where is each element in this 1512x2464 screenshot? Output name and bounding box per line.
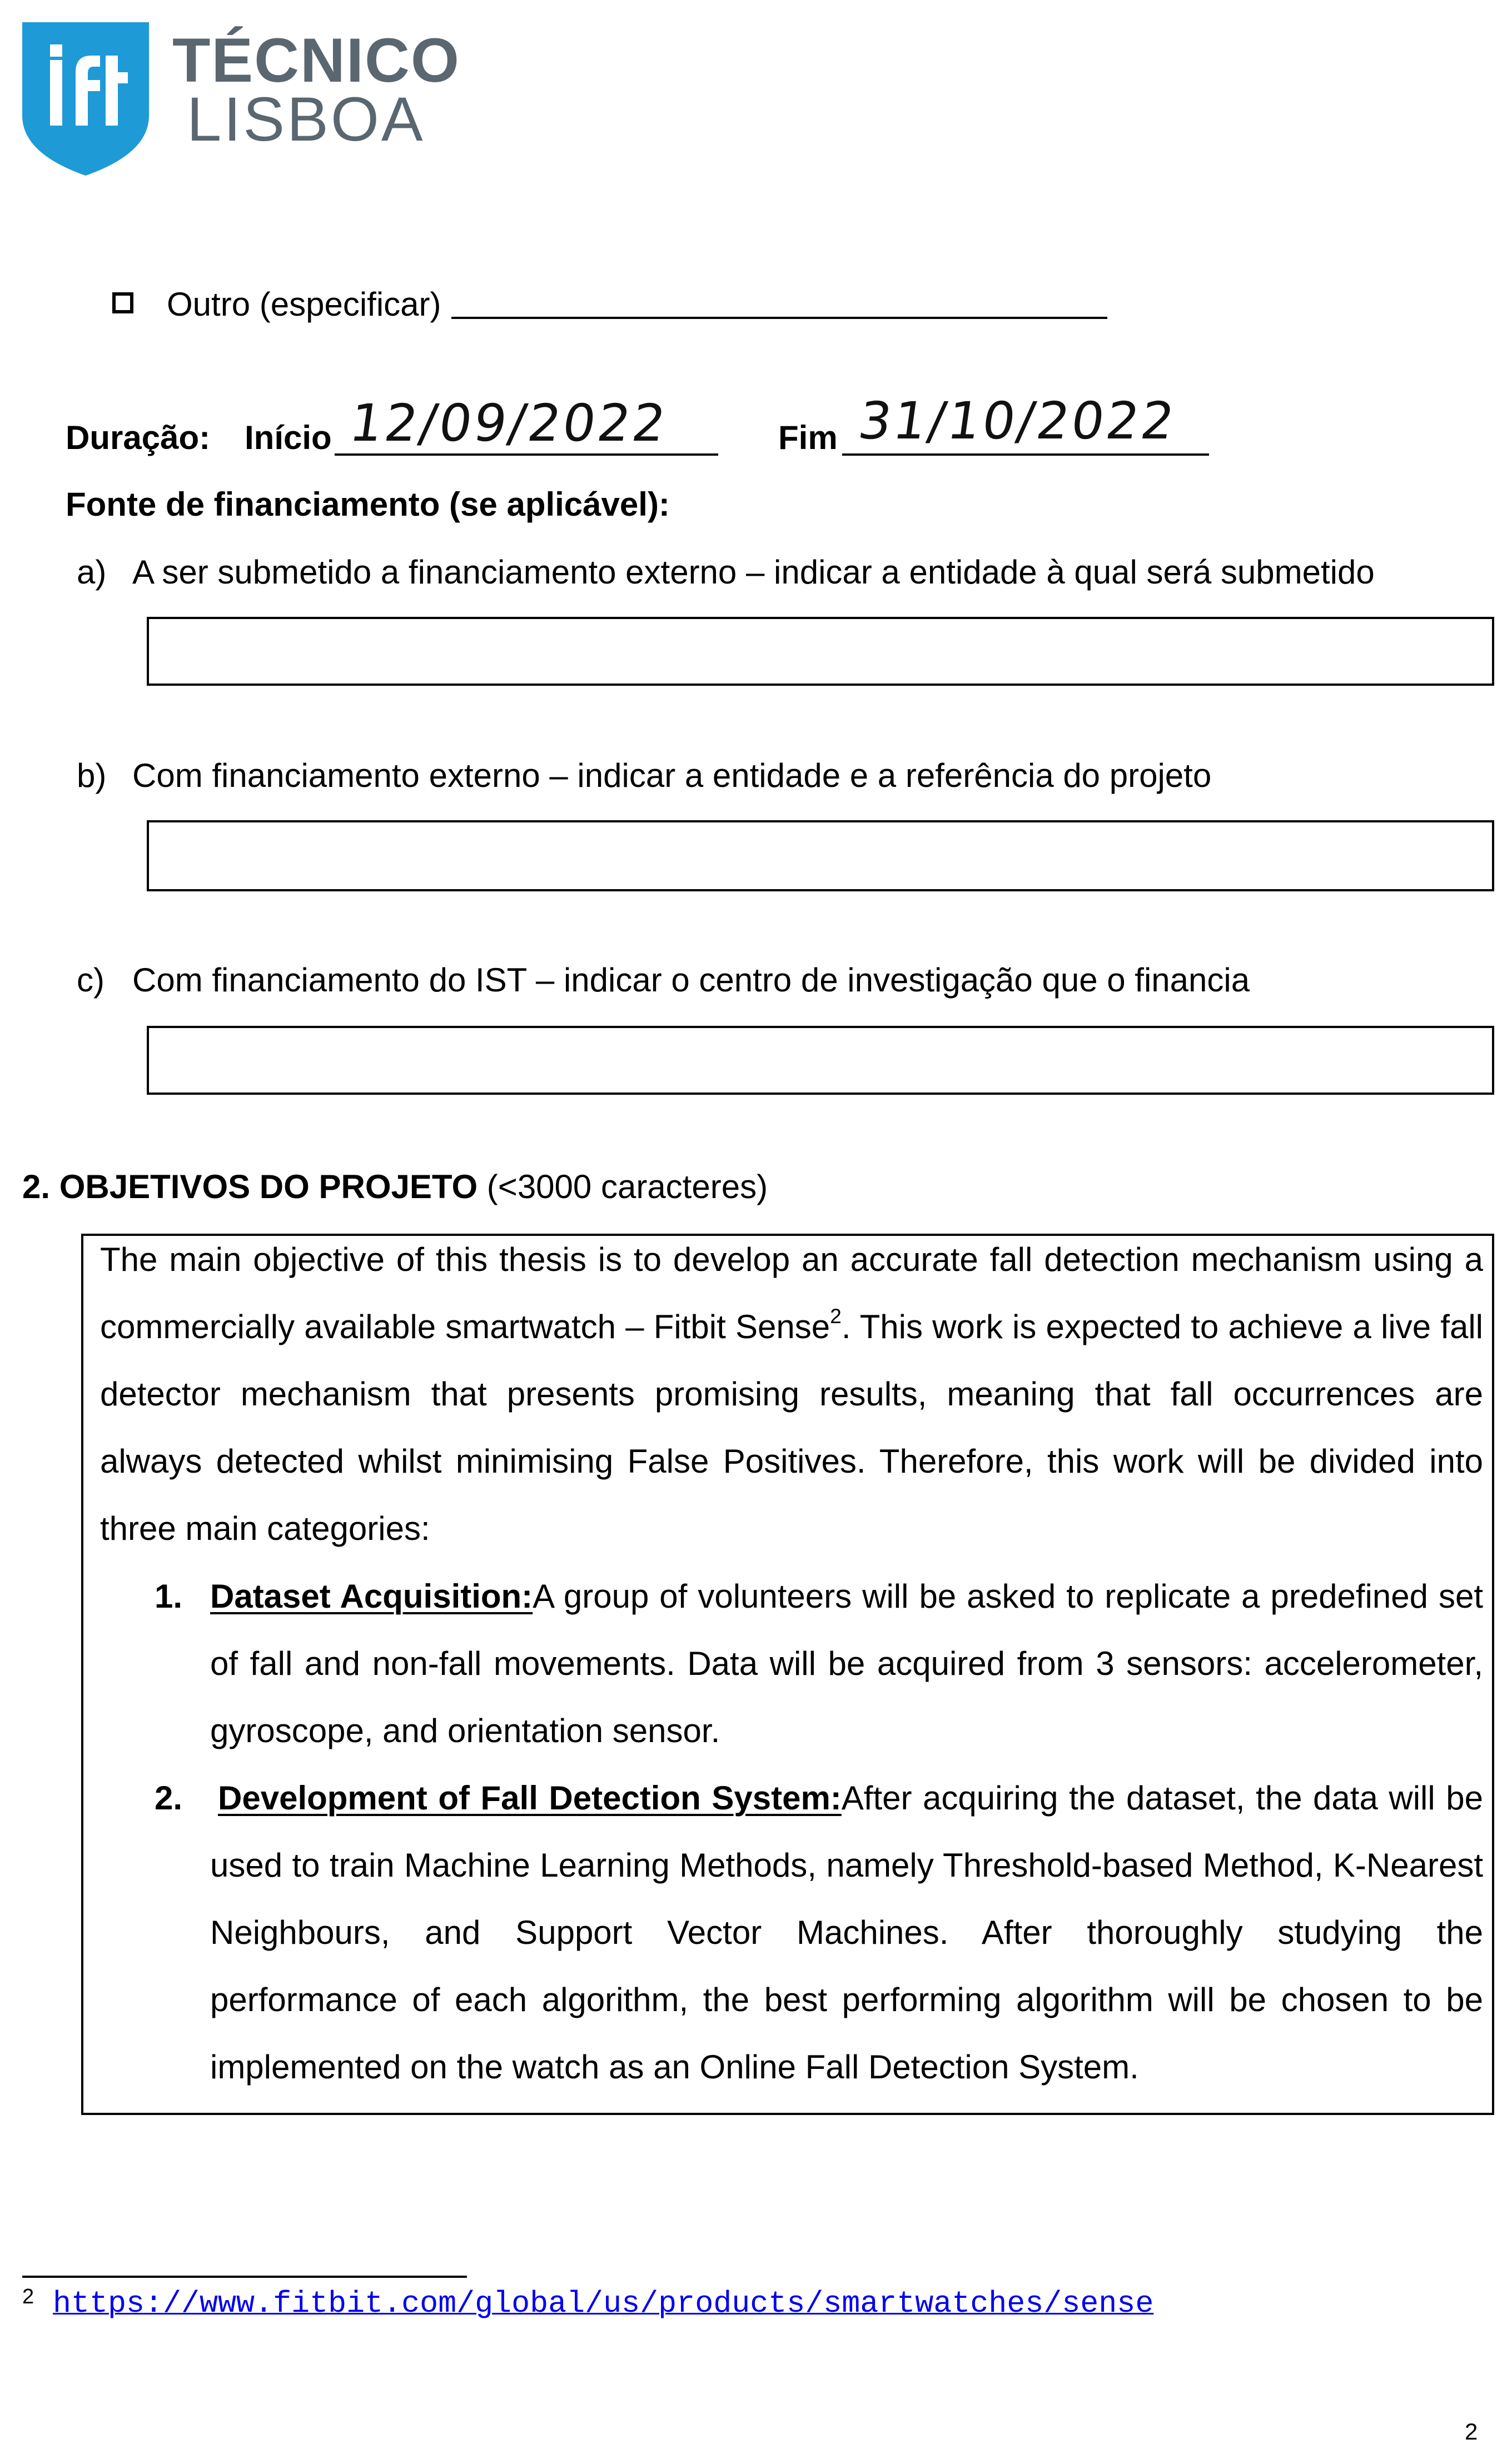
funding-a-field[interactable] (147, 617, 1494, 686)
list-item-line: used to train Machine Learning Methods, namely Threshold-based Method, K-Nearest (210, 1847, 1483, 1884)
intro-line: The main objective of this thesis is to develop an accurate fall detection mechanism using a (100, 1241, 1483, 1278)
intro-line: three main categories: (100, 1510, 430, 1547)
list-item-line: implemented on the watch as an Online Fall Detection System. (210, 2048, 1139, 2086)
list-item (210, 1563, 1483, 1764)
start-label: Início (245, 419, 332, 456)
end-label: Fim (778, 419, 838, 456)
intro-line-part: commercially available smartwatch – Fitbit Sense (100, 1308, 830, 1345)
list-item-title: Dataset Acquisition: (210, 1578, 533, 1615)
footnote-link[interactable]: https://www.fitbit.com/global/us/products/smartwatches/sense (53, 2286, 1154, 2321)
footnote-mark: 2 (22, 2285, 34, 2308)
logo-text-tecnico: TÉCNICO (172, 26, 460, 95)
list-item-text: After acquiring the dataset, the data will be (841, 1779, 1483, 1817)
ist-logo-shield-icon (22, 22, 149, 176)
other-specify-line[interactable] (451, 317, 1107, 319)
objectives-heading-bold: 2. OBJETIVOS DO PROJETO (22, 1168, 478, 1205)
objectives-heading (22, 1165, 768, 1209)
footnote-divider (22, 2276, 467, 2278)
list-item-line: Neighbours, and Support Vector Machines. After thoroughly studying the (210, 1914, 1483, 1951)
funding-title: Fonte de financiamento (se aplicável): (66, 486, 670, 523)
list-item-line (210, 1764, 1483, 1832)
list-item-number: 1. (155, 1578, 183, 1615)
start-date-line[interactable] (335, 453, 718, 456)
funding-a-letter: a) (77, 553, 107, 591)
list-item-line: performance of each algorithm, the best performing algorithm will be chosen to be (210, 1981, 1483, 2018)
start-date-value: 12/09/2022 (346, 393, 672, 453)
duration-label: Duração: (66, 419, 211, 456)
funding-b-letter: b) (77, 757, 107, 794)
footnote-ref[interactable]: 2 (830, 1304, 842, 1328)
intro-line: always detected whilst minimising False Positives. Therefore, this work will be divided into (100, 1443, 1483, 1480)
funding-c-field[interactable] (147, 1026, 1494, 1095)
list-item-title: Development of Fall Detection System: (218, 1779, 842, 1817)
funding-a-text: A ser submetido a financiamento externo – indicar a entidade à qual será submetido (132, 553, 1375, 591)
intro-line (100, 1293, 1483, 1360)
intro-line-part: . This work is expected to achieve a live fall (841, 1308, 1483, 1345)
funding-b-field[interactable] (147, 820, 1494, 891)
list-item-text: A group of volunteers will be asked to replicate a predefined set (533, 1578, 1483, 1615)
objectives-intro (100, 1226, 1483, 1562)
list-item-line: of fall and non-fall movements. Data will be acquired from 3 sensors: accelerometer, (210, 1645, 1483, 1682)
funding-c-letter: c) (77, 961, 105, 999)
funding-c-text: Com financiamento do IST – indicar o centro de investigação que o financia (132, 961, 1250, 999)
end-date-line[interactable] (842, 453, 1209, 456)
list-item (210, 1764, 1483, 2101)
objectives-heading-limit: (<3000 caracteres) (486, 1168, 768, 1205)
intro-line: detector mechanism that presents promising results, meaning that fall occurrences are (100, 1375, 1483, 1413)
logo-text-lisboa: LISBOA (187, 84, 425, 154)
list-item-line: gyroscope, and orientation sensor. (210, 1712, 720, 1749)
list-item-line (210, 1563, 1483, 1630)
end-date-value: 31/10/2022 (854, 391, 1180, 451)
other-label: Outro (especificar) (167, 286, 441, 323)
page-number: 2 (1465, 2418, 1478, 2445)
funding-b-text: Com financiamento externo – indicar a entidade e a referência do projeto (132, 757, 1212, 794)
other-checkbox[interactable] (112, 292, 133, 313)
list-item-number: 2. (155, 1779, 183, 1817)
